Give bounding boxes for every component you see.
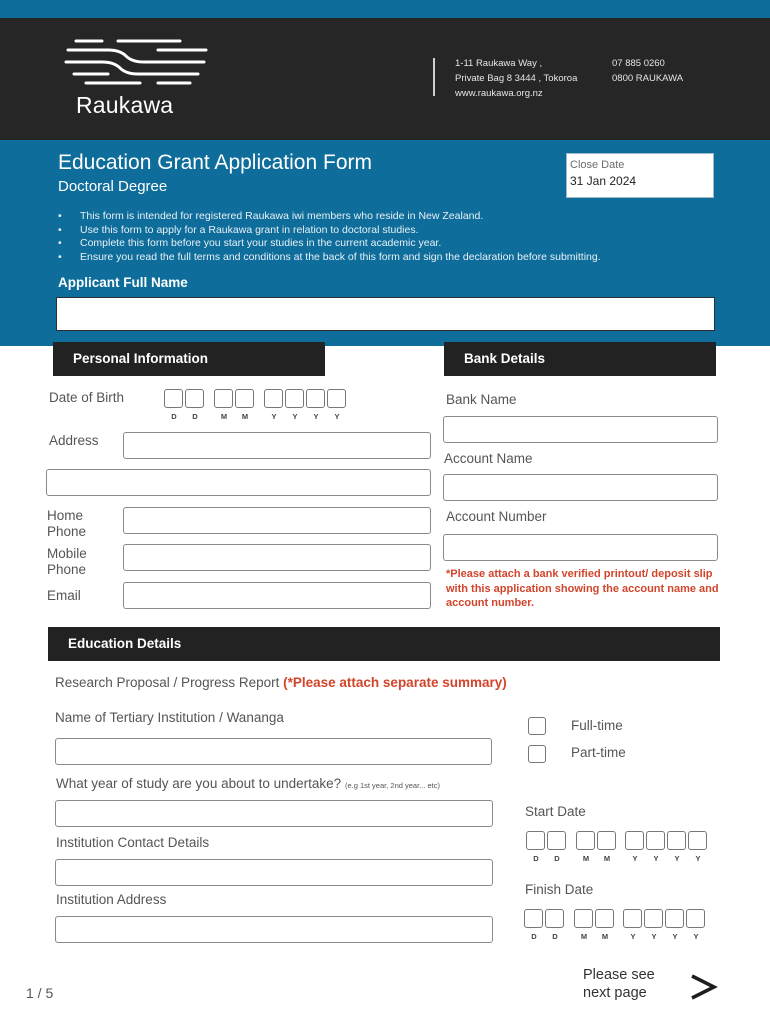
address-line-2: Private Bag 8 3444 , Tokoroa: [455, 73, 578, 84]
mobile-phone-label: [47, 546, 87, 578]
date-part-letter: D: [533, 854, 539, 863]
close-date-value: 31 Jan 2024: [570, 174, 637, 188]
instruction-item: • Use this form to apply for a Raukawa grant in relation to doctoral studies.: [58, 224, 748, 238]
fulltime-label: Full-time: [571, 718, 623, 733]
next-page-line-2: next page: [583, 985, 647, 1001]
close-date-label: Close Date: [570, 159, 625, 171]
instruction-item: • Ensure you read the full terms and conditions at the back of this form and sign the declaration before submitting.: [58, 251, 748, 265]
education-details-heading: Education Details: [48, 627, 720, 661]
year-of-study-text: What year of study are you about to undertake?: [56, 776, 342, 791]
finish-month-2-box[interactable]: [595, 909, 614, 928]
parttime-checkbox[interactable]: [528, 745, 546, 763]
date-part-letter: Y: [313, 412, 319, 421]
institution-contact-input[interactable]: [55, 859, 493, 886]
instruction-item: • Complete this form before you start your studies in the current academic year.: [58, 237, 748, 251]
address-line-1: 1-11 Raukawa Way ,: [455, 58, 543, 69]
date-part-letter: Y: [651, 932, 657, 941]
page-number: 1 / 5: [26, 985, 54, 1001]
address-label: Address: [49, 433, 99, 448]
account-name-input[interactable]: [443, 474, 718, 501]
institution-address-input[interactable]: [55, 916, 493, 943]
chevron-right-icon[interactable]: [688, 972, 718, 1002]
date-part-letter: Y: [693, 932, 699, 941]
start-year-3-box[interactable]: [667, 831, 686, 850]
close-date-box: [566, 153, 714, 198]
research-proposal-text: Research Proposal / Progress Report: [55, 675, 280, 690]
dob-year-3-box[interactable]: [306, 389, 325, 408]
finish-date-label: Finish Date: [525, 882, 594, 897]
date-part-letter: M: [601, 932, 609, 941]
institution-contact-label: Institution Contact Details: [56, 835, 210, 850]
date-part-letter: M: [603, 854, 611, 863]
dob-label: Date of Birth: [49, 390, 125, 405]
address-line-1-input[interactable]: [123, 432, 431, 459]
dob-month-2-box[interactable]: [235, 389, 254, 408]
next-page-text: [583, 966, 655, 1002]
finish-year-3-box[interactable]: [665, 909, 684, 928]
personal-info-heading: Personal Information: [53, 342, 325, 376]
year-of-study-input[interactable]: [55, 800, 493, 827]
year-of-study-hint: (e.g 1st year, 2nd year... etc): [344, 781, 441, 790]
form-subtitle: Doctoral Degree: [58, 178, 168, 195]
fulltime-checkbox[interactable]: [528, 717, 546, 735]
date-part-letter: Y: [271, 412, 277, 421]
date-part-letter: M: [582, 854, 590, 863]
contact-address: [455, 56, 577, 101]
home-phone-label-line2: Phone: [47, 524, 87, 539]
phone-number-alt: 0800 RAUKAWA: [612, 73, 684, 84]
date-part-letter: M: [220, 412, 228, 421]
mobile-phone-input[interactable]: [123, 544, 431, 571]
phone-number: 07 885 0260: [612, 58, 665, 69]
start-year-4-box[interactable]: [688, 831, 707, 850]
applicant-name-label: Applicant Full Name: [58, 275, 188, 290]
date-part-letter: Y: [695, 854, 701, 863]
mobile-phone-label-line2: Phone: [47, 562, 87, 577]
start-month-1-box[interactable]: [576, 831, 595, 850]
letterhead: [0, 18, 770, 140]
bank-name-label: Bank Name: [446, 392, 517, 407]
date-part-letter: D: [552, 932, 558, 941]
date-part-letter: M: [241, 412, 249, 421]
form-title: Education Grant Application Form: [58, 151, 372, 174]
research-proposal-note: (*Please attach separate summary): [283, 675, 507, 690]
website-link[interactable]: www.raukawa.org.nz: [455, 88, 543, 99]
date-part-letter: D: [554, 854, 560, 863]
form-intro-panel: [0, 140, 770, 346]
email-input[interactable]: [123, 582, 431, 609]
research-proposal-label: [55, 675, 575, 691]
dob-year-4-box[interactable]: [327, 389, 346, 408]
date-part-letter: Y: [672, 932, 678, 941]
account-number-input[interactable]: [443, 534, 718, 561]
date-part-letter: D: [171, 412, 177, 421]
contact-phones: [612, 56, 683, 86]
dob-year-2-box[interactable]: [285, 389, 304, 408]
finish-year-4-box[interactable]: [686, 909, 705, 928]
year-of-study-label: [56, 776, 506, 794]
applicant-name-input[interactable]: [56, 297, 715, 331]
date-part-letter: Y: [630, 932, 636, 941]
brand-name: Raukawa: [76, 92, 174, 118]
top-accent-bar: [0, 0, 770, 18]
dob-month-1-box[interactable]: [214, 389, 233, 408]
next-page-line-1: Please see: [583, 967, 655, 983]
start-date-label: Start Date: [525, 804, 586, 819]
dob-day-2-box[interactable]: [185, 389, 204, 408]
date-part-letter: M: [580, 932, 588, 941]
start-month-2-box[interactable]: [597, 831, 616, 850]
date-part-letter: Y: [334, 412, 340, 421]
account-number-label: Account Number: [446, 509, 547, 524]
institution-address-label: Institution Address: [56, 892, 167, 907]
finish-month-1-box[interactable]: [574, 909, 593, 928]
start-year-2-box[interactable]: [646, 831, 665, 850]
home-phone-label-line1: Home: [47, 508, 84, 523]
start-day-1-box[interactable]: [526, 831, 545, 850]
finish-year-2-box[interactable]: [644, 909, 663, 928]
start-day-2-box[interactable]: [547, 831, 566, 850]
institution-name-input[interactable]: [55, 738, 492, 765]
date-part-letter: Y: [653, 854, 659, 863]
finish-day-1-box[interactable]: [524, 909, 543, 928]
date-part-letter: Y: [292, 412, 298, 421]
bank-attachment-note: *Please attach a bank verified printout/ deposit slip with this application showing the account name and account number.: [446, 568, 719, 609]
dob-year-1-box[interactable]: [264, 389, 283, 408]
institution-name-label: Name of Tertiary Institution / Wananga: [55, 710, 284, 725]
start-year-1-box[interactable]: [625, 831, 644, 850]
home-phone-label: [47, 508, 86, 540]
parttime-label: Part-time: [571, 745, 626, 760]
dob-day-1-box[interactable]: [164, 389, 183, 408]
instructions-list: [58, 210, 748, 264]
date-part-letter: D: [531, 932, 537, 941]
instruction-item: • This form is intended for registered Raukawa iwi members who reside in New Zealand.: [58, 210, 748, 224]
raukawa-logo-icon: [62, 36, 212, 86]
finish-year-1-box[interactable]: [623, 909, 642, 928]
account-name-label: Account Name: [444, 451, 533, 466]
bank-details-heading: Bank Details: [444, 342, 716, 376]
mobile-phone-label-line1: Mobile: [47, 546, 87, 561]
finish-day-2-box[interactable]: [545, 909, 564, 928]
bank-name-input[interactable]: [443, 416, 718, 443]
date-part-letter: D: [192, 412, 198, 421]
address-line-2-input[interactable]: [46, 469, 431, 496]
email-label: Email: [47, 588, 81, 603]
home-phone-input[interactable]: [123, 507, 431, 534]
date-part-letter: Y: [632, 854, 638, 863]
date-part-letter: Y: [674, 854, 680, 863]
header-divider: [433, 58, 435, 96]
